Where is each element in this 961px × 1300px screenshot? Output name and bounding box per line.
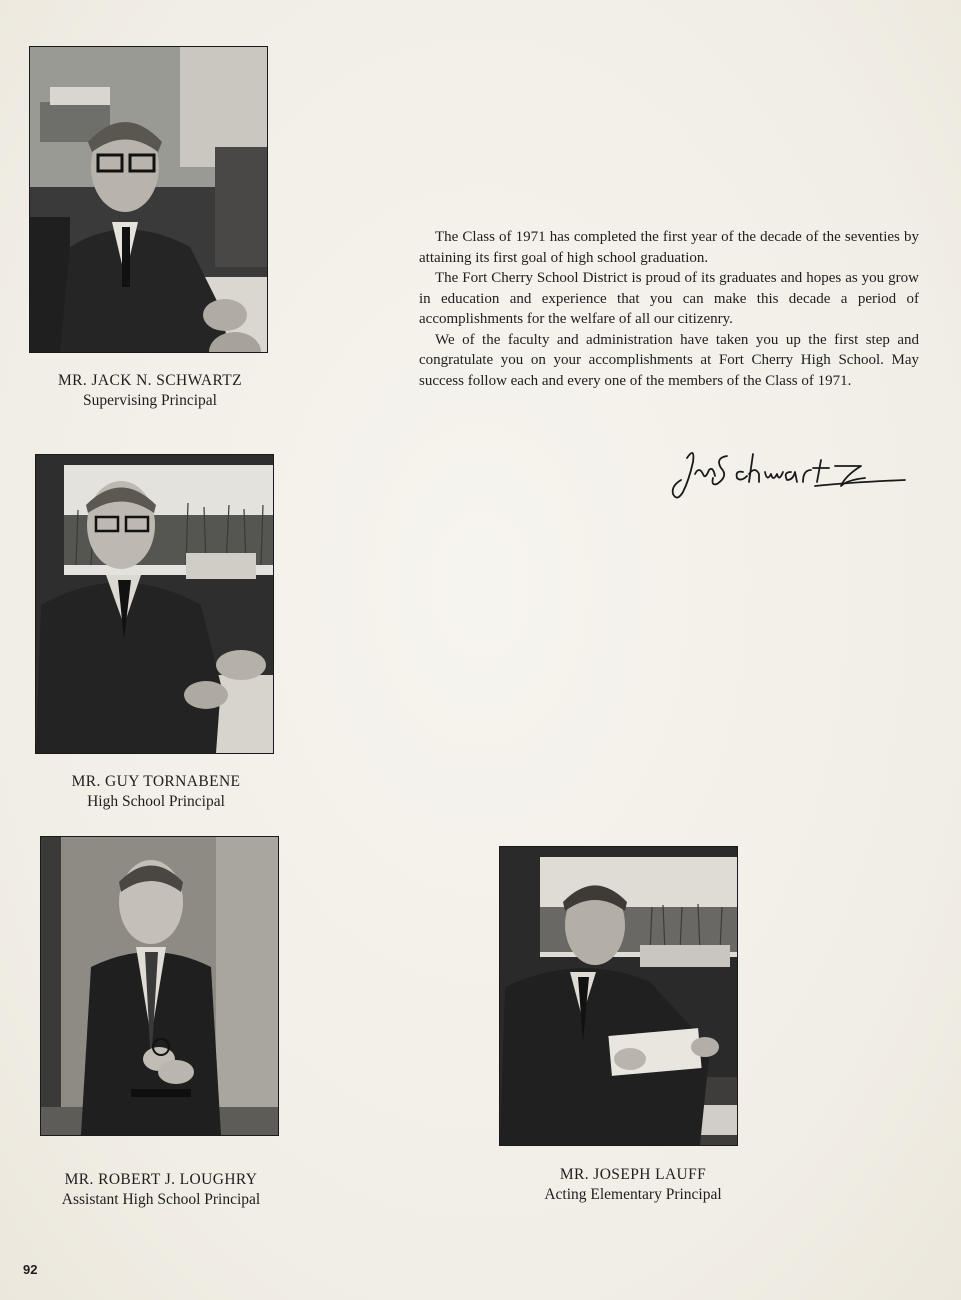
photo-schwartz bbox=[30, 47, 267, 352]
staff-title: High School Principal bbox=[87, 793, 225, 810]
letter-paragraph: The Class of 1971 has completed the first year of the decade of the seventies by attaining its first goal of high school graduation. bbox=[419, 229, 919, 266]
caption-schwartz bbox=[0, 371, 300, 411]
staff-title: Assistant High School Principal bbox=[61, 1191, 261, 1208]
photo-lauff bbox=[500, 847, 737, 1145]
page-number: 92 bbox=[23, 1262, 38, 1277]
staff-name: MR. JOSEPH LAUFF bbox=[559, 1166, 707, 1183]
staff-name: MR. GUY TORNABENE bbox=[71, 773, 241, 790]
letter-paragraph: We of the faculty and administration have taken you up the first step and congratulate you on your accomplishments at Fort Cherry High School. May success follow each and every one of the members of the Class of 1971. bbox=[419, 331, 919, 389]
caption-loughry bbox=[11, 1170, 311, 1210]
caption-lauff bbox=[483, 1165, 783, 1205]
photo-loughry bbox=[41, 837, 278, 1135]
staff-title: Acting Elementary Principal bbox=[544, 1186, 722, 1203]
handwritten-signature bbox=[665, 440, 915, 505]
staff-name: MR. ROBERT J. LOUGHRY bbox=[64, 1171, 258, 1188]
photo-tornabene bbox=[36, 455, 273, 753]
staff-title: Supervising Principal bbox=[83, 392, 217, 409]
caption-tornabene bbox=[6, 772, 306, 812]
principal-letter bbox=[419, 227, 919, 391]
staff-name: MR. JACK N. SCHWARTZ bbox=[57, 372, 243, 389]
letter-paragraph: The Fort Cherry School District is proud of its graduates and hopes as you grow in education and experience that you can make this decade a period of accomplishments for the welfare of all our citizenry. bbox=[419, 270, 919, 327]
